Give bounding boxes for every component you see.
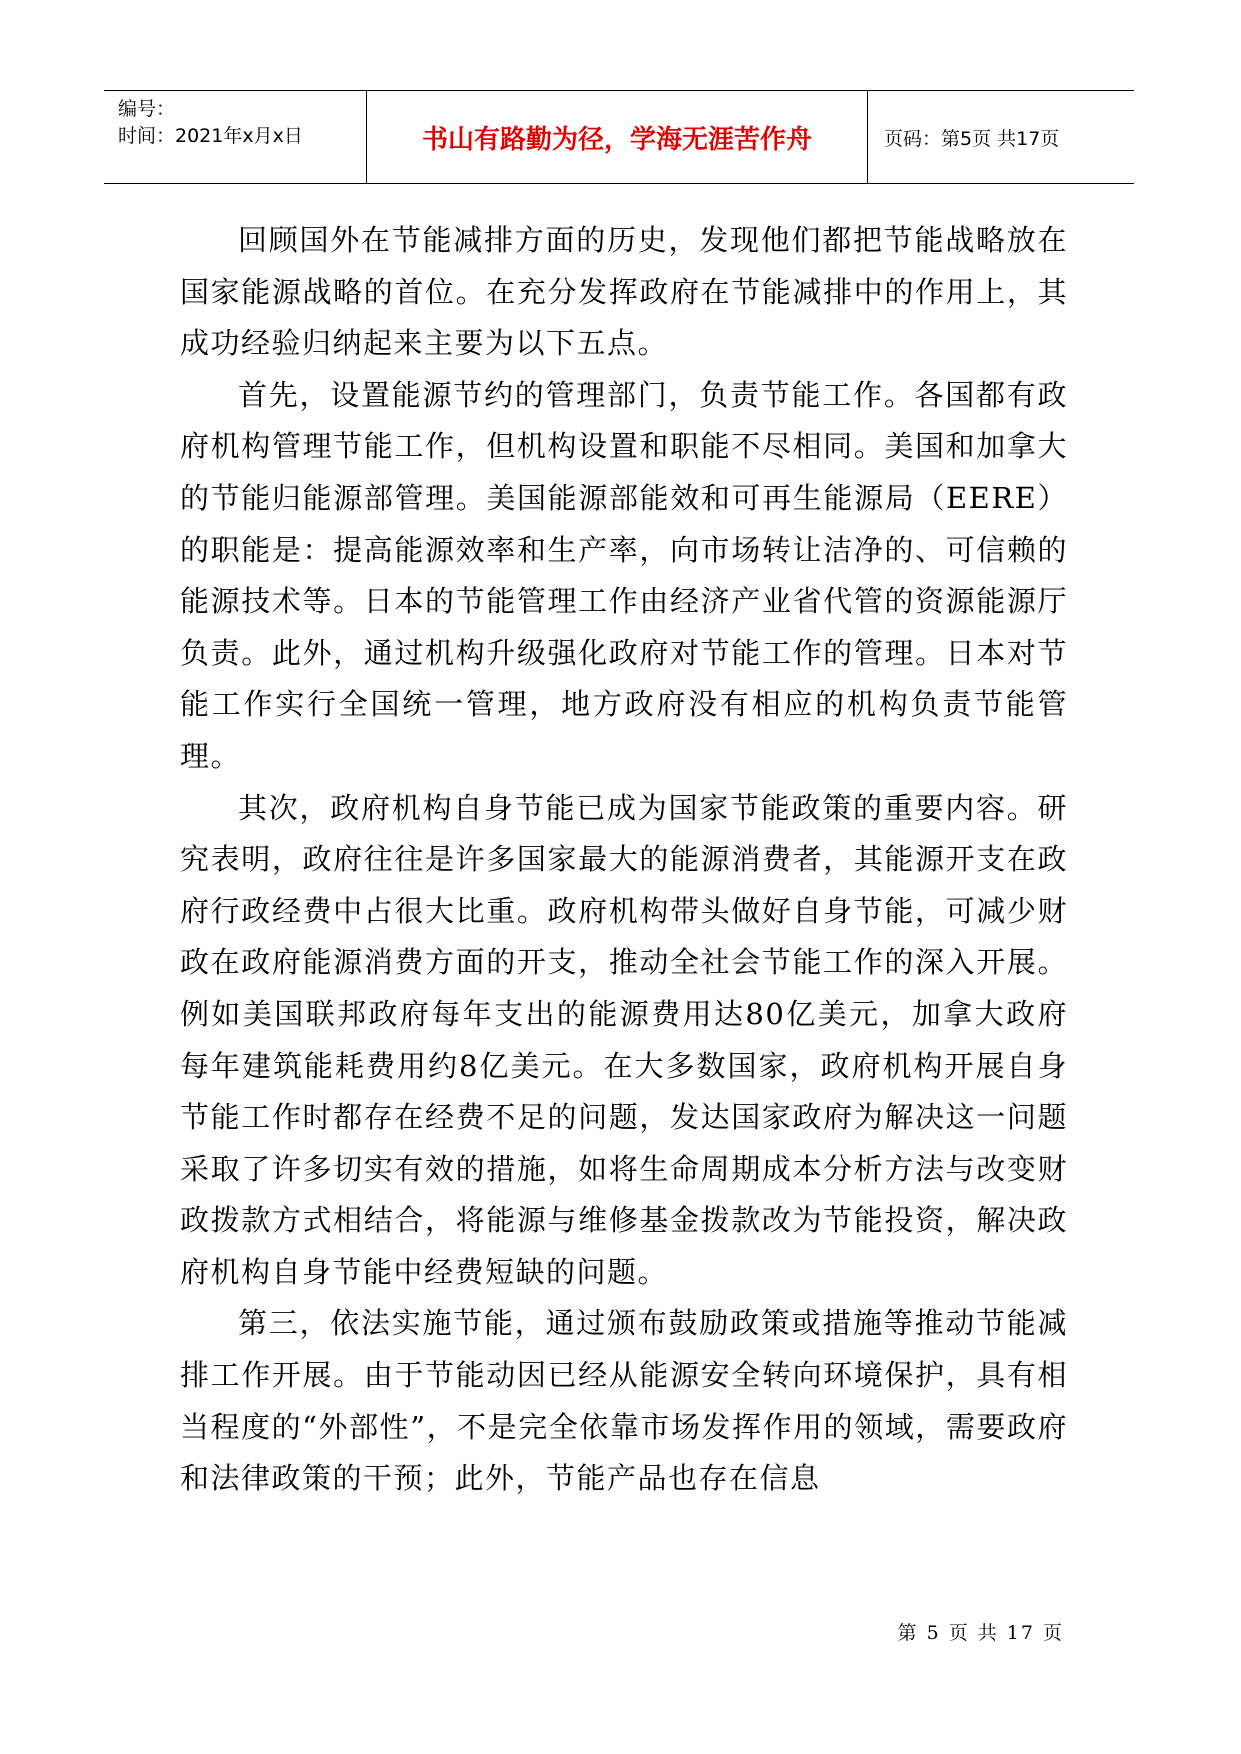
page-footer: 第 5 页 共 17 页 (897, 1622, 1064, 1644)
document-number-label: 编号： (118, 98, 176, 120)
header-motto: 书山有路勤为径，学海无涯苦作舟 (421, 124, 812, 155)
document-body (180, 215, 1068, 1505)
page-header (104, 90, 1134, 184)
document-time-label: 时间：2021年x月x日 (118, 125, 303, 147)
header-meta-cell (104, 91, 367, 183)
header-page-label: 页码：第5页 共17页 (884, 127, 1060, 150)
body-paragraph: 其次，政府机构自身节能已成为国家节能政策的重要内容。研究表明，政府往往是许多国家最大的能源消费者，其能源开支在政府行政经费中占很大比重。政府机构带头做好自身节能，可减少财政在政府能源消费方面的开支，推动全社会节能工作的深入开展。例如美国联邦政府每年支出的能源费用达80亿美元，加拿大政府每年建筑能耗费用约8亿美元。在大多数国家，政府机构开展自身节能工作时都存在经费不足的问题，发达国家政府为解决这一问题采取了许多切实有效的措施，如将生命周期成本分析方法与改变财政拨款方式相结合，将能源与维修基金拨款改为节能投资，解决政府机构自身节能中经费短缺的问题。 (180, 790, 1068, 1289)
body-paragraph: 首先，设置能源节约的管理部门，负责节能工作。各国都有政府机构管理节能工作，但机构设置和职能不尽相同。美国和加拿大的节能归能源部管理。美国能源部能效和可再生能源局（EERE）的职能是：提高能源效率和生产率，向市场转让洁净的、可信赖的能源技术等。日本的节能管理工作由经济产业省代管的资源能源厅负责。此外，通过机构升级强化政府对节能工作的管理。日本对节能工作实行全国统一管理，地方政府没有相应的机构负责节能管理。 (180, 377, 1068, 773)
header-motto-cell (367, 91, 868, 183)
header-page-cell (868, 91, 1134, 183)
body-paragraph: 第三，依法实施节能，通过颁布鼓励政策或措施等推动节能减排工作开展。由于节能动因已经从能源安全转向环境保护，具有相当程度的“外部性”，不是完全依靠市场发挥作用的领域，需要政府和法律政策的干预；此外，节能产品也存在信息 (180, 1306, 1068, 1496)
body-paragraph: 回顾国外在节能减排方面的历史，发现他们都把节能战略放在国家能源战略的首位。在充分发挥政府在节能减排中的作用上，其成功经验归纳起来主要为以下五点。 (180, 223, 1068, 361)
